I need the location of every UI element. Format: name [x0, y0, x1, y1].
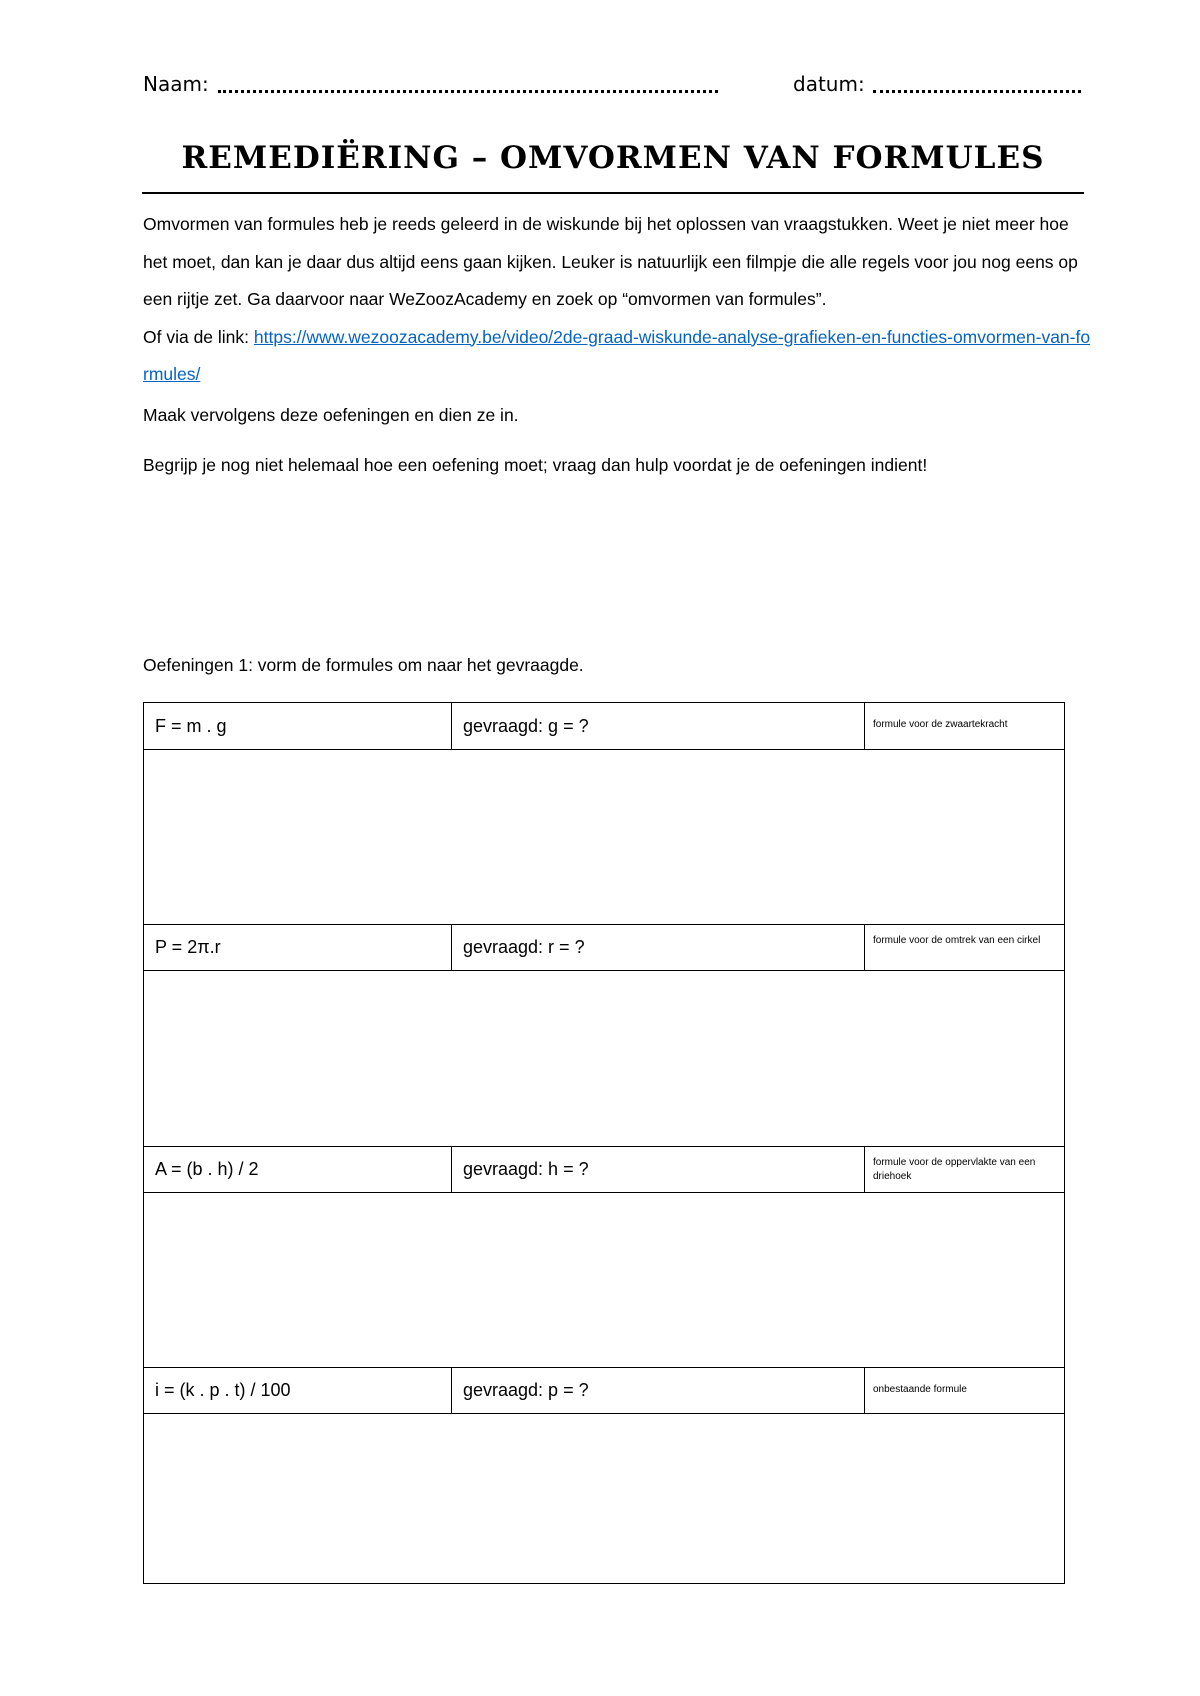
exercise-header-row [144, 703, 1064, 749]
formula-cell: i = (k . p . t) / 100 [144, 1368, 452, 1413]
date-blank [873, 90, 1081, 93]
date-label: datum: [793, 72, 865, 96]
answer-area[interactable] [144, 1413, 1064, 1583]
asked-cell: gevraagd: g = ? [452, 703, 865, 749]
header-line [143, 68, 1083, 98]
exercise-header-row [144, 1146, 1064, 1192]
asked-cell: gevraagd: h = ? [452, 1147, 865, 1192]
answer-area[interactable] [144, 1192, 1064, 1367]
exercise-header-row [144, 924, 1064, 970]
instruction-submit: Maak vervolgens deze oefeningen en dien ze in. [143, 405, 519, 425]
answer-area[interactable] [144, 749, 1064, 924]
exercise-table [143, 702, 1065, 1584]
asked-cell: gevraagd: p = ? [452, 1368, 865, 1413]
exercises-heading: Oefeningen 1: vorm de formules om naar het gevraagde. [143, 655, 584, 675]
formula-cell: F = m . g [144, 703, 452, 749]
instruction-help: Begrijp je nog niet helemaal hoe een oefening moet; vraag dan hulp voordat je de oefeningen indient! [143, 455, 928, 475]
link-prefix: Of via de link: [143, 326, 254, 347]
formula-note: formule voor de zwaartekracht [873, 719, 1008, 730]
name-label: Naam: [143, 72, 209, 96]
exercise-header-row [144, 1367, 1064, 1413]
formula-note: formule voor de oppervlakte van een driehoek [873, 1157, 1036, 1182]
formula-cell: A = (b . h) / 2 [144, 1147, 452, 1192]
answer-area[interactable] [144, 970, 1064, 1146]
title-divider [142, 192, 1084, 194]
page-title: REMEDIËRING – OMVORMEN VAN FORMULES [181, 140, 1045, 176]
formula-note: onbestaande formule [873, 1384, 967, 1395]
wezooz-link[interactable]: https://www.wezoozacademy.be/video/2de-graad-wiskunde-analyse-grafieken-en-functies-omvormen-van-formules/ [143, 326, 1091, 384]
intro-paragraph [143, 206, 1093, 394]
name-blank [218, 90, 718, 93]
intro-text: Omvormen van formules heb je reeds geleerd in de wiskunde bij het oplossen van vraagstukken. Weet je niet meer hoe het moet, dan kan je daar dus altijd eens gaan kijken. Leuker is natuurlijk een filmpje die alle regels voor jou nog eens op een rijtje zet. Ga daarvoor naar WeZoozAcademy en zoek op “omvormen van formules”. [143, 214, 1078, 309]
formula-note: formule voor de omtrek van een cirkel [873, 935, 1041, 946]
asked-cell: gevraagd: r = ? [452, 925, 865, 970]
formula-cell: P = 2π.r [144, 925, 452, 970]
